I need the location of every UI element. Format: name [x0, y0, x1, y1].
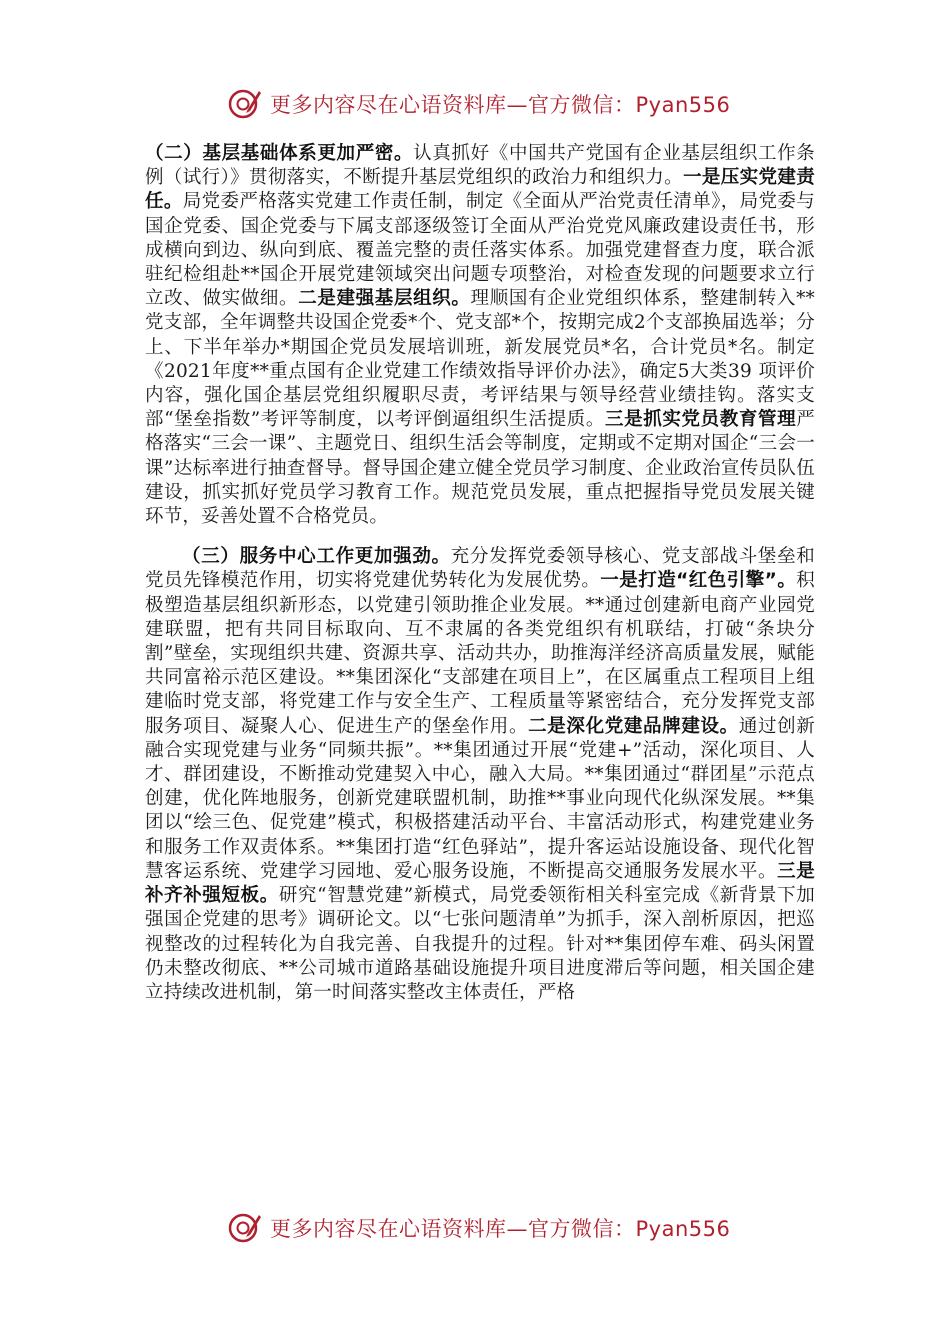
paragraph-section-2: [145, 142, 815, 529]
bold-point: 二是建强基层组织。: [298, 288, 471, 310]
bold-point: 三是补齐补强短板。: [145, 860, 815, 907]
banner-text: 更多内容尽在心语资料库—官方微信：Pyan556: [270, 93, 731, 117]
paragraph-text: 通过创新融合实现党建与业务“同频共振”。**集团通过开展“党建+”活动，深化项目、人才、群团建设，不断推动党建契入中心，融入大局。**集团通过“群团星”示范点创建，优化阵地服务，创新党建联盟机制，助推**事业向现代化纵深发展。**集团以“绘三色、促党建”模式，积极搭建活动平台、丰富活动形式，构建党建业务和服务工作双责体系。**集团打造“红色驿站”，提升客运站设施设备、现代化智慧客运系统、党建学习园地、爱心服务设施，不断提高交通服务发展水平。: [145, 715, 815, 882]
paragraph-text: 认真抓好《中国共产党国有企业基层组织工作条例（试行）》贯彻落实，不断提升基层党组织的政治力和组织力。: [145, 143, 815, 189]
pen-on-circle-logo-icon: [228, 1211, 262, 1245]
section-heading: （三）服务中心工作更加强劲。: [182, 546, 451, 568]
banner-text: 更多内容尽在心语资料库—官方微信：Pyan556: [270, 1217, 731, 1241]
bold-point: 三是抓实党员教育管理: [605, 409, 797, 431]
bold-point: 一是压实党建责任。: [145, 167, 815, 213]
paragraph-text: 研究“智慧党建”新模式，局党委领衔相关科室完成《新背景下加强国企党建的思考》调研论文。以“七张问题清单”为抓手，深入剖析原因，把巡视整改的过程转化为自我完善、自我提升的过程。针对**集团停车难、码头闲置仍未整改彻底、**公司城市道路基础设施提升项目进度滞后等问题，相关国企建立持续改进机制，第一时间落实整改主体责任，严格: [145, 885, 816, 1003]
document-body: [145, 142, 815, 1005]
pen-on-circle-logo-icon: [228, 87, 262, 121]
bold-point: 二是深化党建品牌建设。: [528, 715, 739, 737]
bold-point: 一是打造“红色引擎”。: [600, 570, 797, 592]
footer-banner: [228, 1208, 788, 1248]
paragraph-text: 严格落实“三会一课”、主题党日、组织生活会等制度，定期或不定期对国企“三会一课”达标率进行抽查督导。督导国企建立健全党员学习制度、企业政治宣传员队伍建设，抓实抓好党员学习教育工作。规范党员发展，重点把握指导党员发展关键环节，妥善处置不合格党员。: [145, 409, 815, 528]
header-banner: [228, 84, 788, 124]
paragraph-section-3: [145, 545, 815, 1005]
section-heading: （二）基层基础体系更加严密。: [145, 143, 414, 164]
paragraph-text: 积极塑造基层组织新形态，以党建引领助推企业发展。**通过创建新电商产业园党建联盟，把有共同目标取向、互不隶属的各类党组织有机联结，打破“条块分割”壁垒，实现组织共建、资源共享、活动共办，助推海洋经济高质量发展，赋能共同富裕示范区建设。**集团深化“支部建在项目上”，在区属重点工程项目上组建临时党支部，将党建工作与安全生产、工程质量等紧密结合，充分发挥党支部服务项目、凝聚人心、促进生产的堡垒作用。: [145, 570, 815, 737]
paragraph-text: 局党委严格落实党建工作责任制，制定《全面从严治党责任清单》，局党委与国企党委、国企党委与下属支部逐级签订全面从严治党党风廉政建设责任书，形成横向到边、纵向到底、覆盖完整的责任落实体系。加强党建督查力度，联合派驻纪检组赴**国企开展党建领域突出问题专项整治，对检查发现的问题要求立行立改、做实做细。: [145, 191, 815, 310]
paragraph-text: 理顺国有企业党组织体系，整建制转入**党支部，全年调整共设国企党委*个、党支部*个，按期完成2个支部换届选举；分上、下半年举办*期国企党员发展培训班，新发展党员*名，合计党员*名。制定《2021年度**重点国有企业党建工作绩效指导评价办法》，确定5大类39 项评价内容，强化国企基层党组织履职尽责，考评结果与领导经营业绩挂钩。落实支部“堡垒指数”考评等制度，以考评倒逼组织生活提质。: [145, 288, 815, 431]
paragraph-text: 充分发挥党委领导核心、党支部战斗堡垒和党员先锋模范作用，切实将党建优势转化为发展优势。: [145, 546, 815, 592]
